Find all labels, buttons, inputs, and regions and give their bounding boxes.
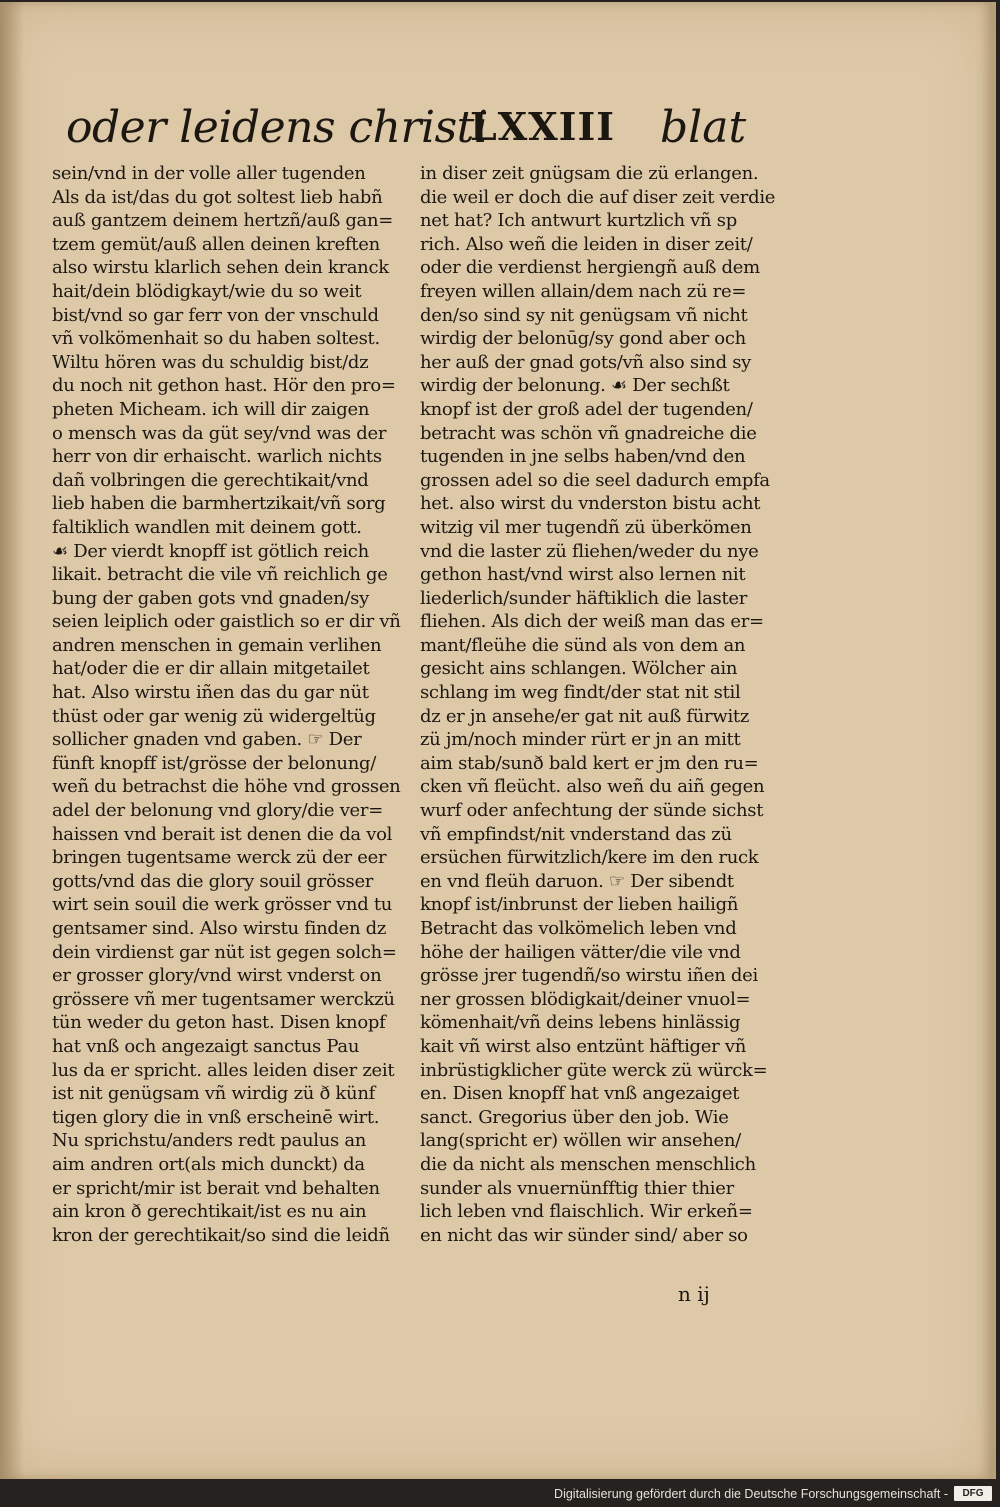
text-line: hat vnß och angezaigt sanctus Pau (52, 1035, 360, 1057)
text-line: adel der belonung vnd glory/die ver= (52, 800, 383, 822)
text-line: ain kron ð gerechtikait/ist es nu ain (52, 1201, 367, 1223)
text-line: kron der gerechtikait/so sind die leidñ (52, 1224, 390, 1246)
text-line: wirdig der belonūg/sy gond aber och (420, 328, 746, 350)
text-line: du noch nit gethon hast. Hör den pro= (52, 375, 396, 397)
text-line: die da nicht als menschen menschlich (420, 1153, 756, 1175)
text-line: aim stab/sunð bald kert er jm den ru= (420, 752, 759, 774)
text-line: Nu sprichstu/anders redt paulus an (52, 1130, 367, 1152)
footer-credit: Digitalisierung gefördert durch die Deutsche Forschungsgemeinschaft - (554, 1487, 948, 1501)
text-line: kömenhait/vñ deins lebens hinlässig (420, 1012, 741, 1034)
text-line: gentsamer sind. Also wirstu finden dz (52, 918, 387, 939)
text-line: die weil er doch die auf diser zeit verdie (420, 186, 776, 208)
text-line: tzem gemüt/auß allen deinen kreften (52, 233, 380, 255)
text-line: Betracht das volkömelich leben vnd (420, 918, 737, 939)
text-line: faltiklich wandlen mit deinem gott. (52, 516, 362, 538)
text-line: lus da er spricht. alles leiden diser zeit (52, 1059, 395, 1081)
text-line: sunder als vnuernünfftig thier thier (420, 1177, 734, 1199)
text-line: lang(spricht er) wöllen wir ansehen/ (420, 1130, 741, 1152)
text-line: kait vñ wirst also entzünt häftiger vñ (420, 1035, 747, 1057)
text-line: knopf ist der groß adel der tugenden/ (420, 398, 753, 420)
text-line: fünft knopff ist/grösse der belonung/ (52, 752, 377, 774)
text-line: höhe der hailigen vätter/die vile vnd (420, 941, 741, 963)
text-line: sollicher gnaden vnd gaben. ☞ Der (52, 729, 362, 751)
text-line: wirt sein souil die werk grösser vnd tu (52, 894, 393, 916)
text-line: knopf ist/inbrunst der lieben hailigñ (420, 894, 739, 916)
text-line: gesicht ains schlangen. Wölcher ain (420, 658, 738, 680)
footer-bar (0, 1479, 1000, 1507)
text-line: ist nit genügsam vñ wirdig zü ð künf (52, 1083, 375, 1105)
text-line: hat. Also wirstu iñen das du gar nüt (52, 682, 369, 704)
text-line: zü jm/noch minder rürt er jn an mitt (420, 729, 741, 751)
text-line: er spricht/mir ist berait vnd behalten (52, 1177, 380, 1199)
text-line: gethon hast/vnd wirst also lernen nit (420, 564, 746, 586)
text-line: Als da ist/das du got soltest lieb habñ (52, 186, 383, 208)
text-line: liederlich/sunder häftiklich die laster (420, 587, 748, 609)
text-line: rich. Also weñ die leiden in diser zeit/ (420, 233, 753, 255)
text-line: grösse jrer tugendñ/so wirstu iñen dei (420, 965, 758, 987)
text-line: haissen vnd berait ist denen die da vol (52, 823, 393, 845)
text-line: auß gantzem deinem hertzñ/auß gan= (52, 210, 394, 232)
text-line: vnd die laster zü fliehen/weder du nye (420, 540, 759, 562)
text-line: inbrüstigklicher güte werck zü würck= (420, 1059, 768, 1081)
text-line: en nicht das wir sünder sind/ aber so (420, 1224, 748, 1246)
text-line: grössere vñ mer tugentsamer werckzü (52, 988, 395, 1010)
text-line: tün weder du geton hast. Disen knopf (52, 1012, 386, 1034)
text-line: fliehen. Als dich der weiß man das er= (420, 611, 764, 633)
text-line: pheten Micheam. ich will dir zaigen (52, 398, 370, 420)
text-line: sanct. Gregorius über den job. Wie (420, 1106, 729, 1128)
running-head-blat: blat (660, 102, 747, 153)
text-line: o mensch was da güt sey/vnd was der (52, 422, 387, 444)
text-line: en. Disen knopff hat vnß angezaiget (420, 1083, 740, 1105)
text-line: aim andren ort(als mich dunckt) da (52, 1153, 365, 1175)
text-line: dañ volbringen die gerechtikait/vnd (52, 469, 369, 491)
text-line: bist/vnd so gar ferr von der vnschuld (52, 304, 379, 326)
text-line: her auß der gnad gots/vñ also sind sy (420, 351, 752, 373)
text-line: cken vñ fleücht. also weñ du aiñ gegen (420, 776, 765, 798)
text-line: also wirstu klarlich sehen dein kranck (52, 257, 389, 279)
text-line: tugenden in jne selbs haben/vnd den (420, 446, 746, 468)
text-line: Wiltu hören was du schuldig bist/dz (52, 351, 369, 373)
text-line: dein virdienst gar nüt ist gegen solch= (52, 941, 397, 963)
text-line: andren menschen in gemain verlihen (52, 634, 382, 656)
text-line: er grosser glory/vnd wirst vnderst on (52, 965, 382, 987)
signature-mark: n ij (678, 1282, 710, 1306)
text-line: ner grossen blödigkait/deiner vnuol= (420, 988, 751, 1010)
text-line: bringen tugentsame werck zü der eer (52, 847, 387, 869)
text-line: oder die verdienst hergiengñ auß dem (420, 257, 760, 279)
right-text-column (420, 162, 785, 1247)
text-line: ☙ Der vierdt knopff ist götlich reich (52, 540, 369, 562)
left-text-column (52, 162, 412, 1247)
text-line: witzig vil mer tugendñ zü überkömen (420, 516, 752, 538)
text-line: grossen adel so die seel dadurch empfa (420, 469, 770, 491)
text-line: betracht was schön vñ gnadreiche die (420, 422, 757, 444)
text-line: gotts/vnd das die glory souil grösser (52, 870, 374, 892)
text-line: thüst oder gar wenig zü widergeltüg (52, 705, 376, 727)
text-line: den/so sind sy nit genügsam vñ nicht (420, 304, 748, 326)
book-page (0, 2, 996, 1479)
text-line: vñ empfindst/nit vnderstand das zü (420, 823, 732, 845)
text-line: seien leiplich oder gaistlich so er dir vñ (52, 611, 401, 633)
text-line: net hat? Ich antwurt kurtzlich vñ sp (420, 210, 737, 232)
text-line: bung der gaben gots vnd gnaden/sy (52, 587, 369, 609)
text-line: ersüchen fürwitzlich/kere im den ruck (420, 847, 759, 869)
text-line: tigen glory die in vnß erscheinē wirt. (52, 1106, 380, 1128)
page-gutter (0, 2, 24, 1479)
text-line: wirdig der belonung. ☙ Der sechßt (420, 375, 730, 397)
text-line: dz er jn ansehe/er gat nit auß fürwitz (420, 705, 750, 727)
text-line: likait. betracht die vile vñ reichlich ge (52, 564, 388, 586)
text-line: het. also wirst du vnderston bistu acht (420, 493, 761, 515)
text-line: weñ du betrachst die höhe vnd grossen (52, 776, 401, 798)
text-line: en vnd fleüh daruon. ☞ Der sibendt (420, 870, 734, 892)
text-line: hait/dein blödigkayt/wie du so weit (52, 280, 362, 302)
text-line: schlang im weg findt/der stat nit stil (420, 682, 741, 704)
text-line: sein/vnd in der volle aller tugenden (52, 163, 366, 184)
text-line: vñ volkömenhait so du haben soltest. (52, 328, 380, 350)
text-line: mant/fleühe die sünd als von dem an (420, 634, 746, 656)
text-line: in diser zeit gnügsam die zü erlangen. (420, 163, 759, 184)
dfg-logo: DFG (954, 1486, 992, 1501)
text-line: hat/oder die er dir allain mitgetailet (52, 658, 370, 680)
text-line: wurf oder anfechtung der sünde sichst (420, 800, 764, 822)
text-line: lich leben vnd flaischlich. Wir erkeñ= (420, 1201, 753, 1223)
text-line: herr von dir erhaischt. warlich nichts (52, 446, 382, 468)
running-head-title: oder leidens christi (66, 102, 488, 153)
folio-number: LXXIII (470, 104, 616, 149)
text-line: lieb haben die barmhertzikait/vñ sorg (52, 493, 386, 515)
text-line: freyen willen allain/dem nach zü re= (420, 280, 747, 302)
